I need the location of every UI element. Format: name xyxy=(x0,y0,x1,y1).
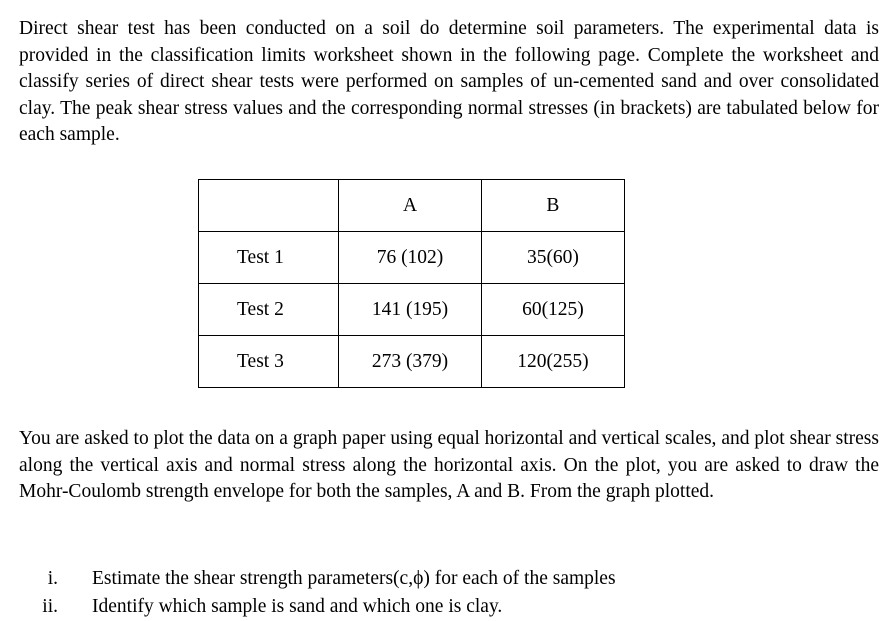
question-text: Identify which sample is sand and which one is clay. xyxy=(92,596,503,617)
table-row xyxy=(199,336,625,388)
table-header-row xyxy=(199,180,625,232)
question-number: ii. xyxy=(42,596,58,617)
sample-a-value: 76 (102) xyxy=(339,232,482,284)
test-label: Test 1 xyxy=(199,232,339,284)
sample-b-value: 60(125) xyxy=(481,284,624,336)
list-item xyxy=(19,565,879,593)
test-label: Test 3 xyxy=(199,336,339,388)
table-header-sample-a: A xyxy=(339,180,482,232)
intro-paragraph: Direct shear test has been conducted on a soil do determine soil parameters. The experimental data is provided in the classification limits worksheet shown in the following page. Complete the worksheet and classify series of direct shear tests were performed on samples of un-cemented sand and over consolidated clay. The peak shear stress values and the corresponding normal stresses (in brackets) are tabulated below for each sample. xyxy=(19,18,879,145)
question-number: i. xyxy=(47,568,58,589)
test-label: Test 2 xyxy=(199,284,339,336)
list-item xyxy=(19,593,879,621)
question-text: Estimate the shear strength parameters(c,ϕ) for each of the samples xyxy=(92,568,616,589)
table-row xyxy=(199,284,625,336)
question-list xyxy=(19,565,879,621)
table-header-sample-b: B xyxy=(481,180,624,232)
shear-test-table xyxy=(198,179,625,388)
table-header-blank xyxy=(199,180,339,232)
sample-b-value: 35(60) xyxy=(481,232,624,284)
sample-a-value: 273 (379) xyxy=(339,336,482,388)
table-row xyxy=(199,232,625,284)
sample-b-value: 120(255) xyxy=(481,336,624,388)
instruction-paragraph: You are asked to plot the data on a graph paper using equal horizontal and vertical scales, and plot shear stress along the vertical axis and normal stress along the horizontal axis. On the plot, you are asked to draw the Mohr-Coulomb strength envelope for both the samples, A and B. From the graph plotted. xyxy=(19,428,879,502)
sample-a-value: 141 (195) xyxy=(339,284,482,336)
